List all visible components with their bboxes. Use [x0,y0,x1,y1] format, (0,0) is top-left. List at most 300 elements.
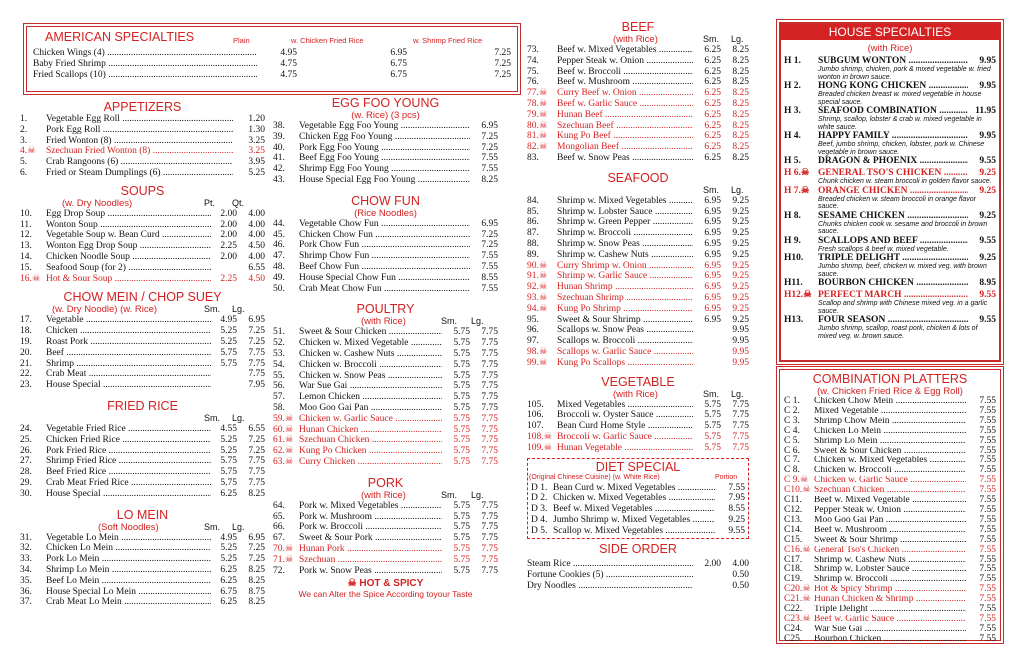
item-price: 7.55 [979,524,996,535]
beef-list [527,45,749,164]
american-title: AMERICAN SPECIALTIES [45,30,195,44]
item-price: 7.75 [481,359,498,370]
item-price: 5.75 [453,402,470,413]
menu-item [784,615,996,625]
item-number: 47. [273,251,285,262]
item-name: Chicken w. Garlic Sauce ..... [299,414,442,425]
menu-item [527,336,749,347]
item-number: 13. [20,241,32,252]
item-price: 8.25 [248,575,265,586]
item-number: 18. [20,326,32,337]
item-number: 41. [273,153,285,164]
item-name: Bourbon Chicken ..... [814,635,966,645]
item-price: 4.75 [280,70,297,80]
item-name: Shrimp ..... [46,359,211,370]
item-price: 6.95 [704,217,721,228]
item-number: H 5. [784,156,801,166]
soups-list [20,209,265,285]
house-item [784,168,996,178]
menu-item [784,417,996,427]
item-price: 8.25 [732,55,749,66]
menu-item [20,543,265,554]
menu-item [20,114,265,125]
menu-item [273,566,498,577]
item-price: 7.75 [481,456,498,467]
item-price: 8.25 [732,120,749,131]
item-price: 7.25 [481,131,498,142]
item-price: 7.25 [494,48,511,58]
item-name: Beef ..... [46,348,211,359]
item-price: 6.95 [704,292,721,303]
item-name: Szechuan Chicken ..... [814,486,966,496]
item-description: Chunk chicken w. steam broccoli in golden flavor sauce. [818,178,992,185]
menu-item [20,435,265,446]
menu-item [527,400,749,411]
item-number: 55. [273,370,285,381]
menu-item [20,554,265,565]
item-number: D 4. [531,514,548,525]
item-name: GENERAL TSO'S CHICKEN ..... [818,168,968,178]
menu-item [20,136,265,147]
item-number: 24. [20,423,32,434]
item-name: House Special ..... [46,380,211,391]
item-name: Curry Beef w. Onion ..... [557,88,693,99]
menu-item [527,153,749,164]
item-price: 5.75 [704,421,721,432]
menu-item [20,230,265,241]
item-number: 4.☠ [20,146,36,157]
item-number: D 1. [531,482,548,493]
item-price: 7.75 [248,467,265,478]
item-name: Chicken Wings (4) ..... [33,48,257,59]
house-title: HOUSE SPECIALTIES [781,24,999,40]
item-price: 5.75 [453,338,470,349]
item-price: 9.95 [979,131,996,141]
item-price: 8.25 [732,66,749,77]
item-name: Baby Fried Shrimp ..... [33,59,257,70]
item-name: Mixed Vegetable ..... [814,407,966,417]
menu-item [273,512,498,523]
menu-item [527,261,749,272]
menu-item [527,250,749,261]
item-number: 46. [273,240,285,251]
item-price: 6.95 [704,282,721,293]
item-number: C24. [784,623,803,634]
lomein-list [20,533,265,609]
beef-col-lg: Lg. [731,34,744,44]
menu-item [531,493,745,504]
menu-item [784,486,996,496]
item-name: Shrimp w. Garlic Sauce ..... [557,271,693,282]
item-price: 6.55 [248,423,265,434]
item-number: 83. [527,152,539,163]
menu-item [273,522,498,533]
menu-item [784,427,996,437]
item-number: 6. [20,167,28,178]
item-name: Pork Egg Foo Young ..... [299,143,470,154]
item-number: 21. [20,358,32,369]
menu-item [273,371,498,382]
item-price: 4.95 [280,48,297,58]
item-name: Chicken w. Broccoli ..... [299,360,442,371]
item-name: Chicken w. Cashew Nuts ..... [299,349,442,360]
item-name: Mixed Vegetables ..... [557,400,693,411]
item-number: 51. [273,327,285,338]
item-price: 9.25 [732,314,749,325]
menu-item [784,466,996,476]
item-price: 7.75 [481,554,498,565]
item-price: 9.55 [979,315,996,325]
item-name: Mongolian Beef ..... [557,142,693,153]
item-number: C17. [784,554,803,565]
item-price: 6.95 [481,218,498,229]
item-number: 91.☠ [527,271,548,282]
item-name: Shrimp Chow Fun ..... [299,251,470,262]
house-item [784,278,996,288]
house-item [784,156,996,166]
item-number: C22. [784,604,803,615]
item-number: C 8. [784,465,800,476]
item-number: C19. [784,574,803,585]
item-price: 7.75 [481,511,498,522]
item-price: 6.75 [220,586,237,597]
menu-item [527,99,749,110]
item-price: 8.25 [732,98,749,109]
item-price: 9.25 [732,217,749,228]
item-name: BOURBON CHICKEN ..... [818,278,968,288]
item-number: 95. [527,314,539,325]
item-price: 5.75 [453,392,470,403]
item-number: 45. [273,229,285,240]
item-name: Chicken w. Mixed Vegetables ..... [814,456,966,466]
friedrice-col-lg: Lg. [232,412,245,423]
item-price: 5.75 [453,359,470,370]
item-price: 6.25 [220,564,237,575]
item-price: 1.30 [248,124,265,135]
item-price: 0.50 [732,570,749,581]
menu-item [784,635,996,645]
menu-item [784,536,996,546]
item-name: FOUR SEASON ..... [818,315,968,325]
menu-item [273,132,498,143]
item-price: 6.55 [248,262,265,273]
item-price: 5.75 [453,533,470,544]
item-price: 6.95 [704,260,721,271]
item-price: 7.55 [979,455,996,466]
item-number: H13. [784,315,804,325]
item-price: 9.95 [979,81,996,91]
item-name: Bean Curd Home Style ..... [557,421,693,432]
vegetable-col-lg: Lg. [731,388,744,399]
soups-col-qt: Qt. [232,197,245,208]
item-name: Shrimp w. Mixed Vegetables ..... [557,196,693,207]
menu-item [273,360,498,371]
item-price: 5.75 [453,500,470,511]
item-price: 9.55 [979,235,996,246]
item-number: 56. [273,381,285,392]
chowmein-col-sm: Sm. [204,304,221,315]
menu-item [784,437,996,447]
item-price: 7.55 [979,495,996,506]
menu-item [527,131,749,142]
chowfun-title: CHOW FUN [351,193,420,208]
item-number: C 5. [784,435,800,446]
item-price: 7.25 [248,434,265,445]
item-price: 7.25 [481,229,498,240]
item-number: 29. [20,477,32,488]
item-number: 2. [20,124,28,135]
item-price: 4.00 [248,230,265,241]
item-description: Fresh scallops & beef w. mixed vegetable. [818,245,949,253]
item-name: Chicken Lo Mein ..... [814,427,966,437]
item-number: 44. [273,218,285,229]
item-price: 6.95 [704,303,721,314]
menu-item [527,293,749,304]
item-price: 8.55 [728,504,745,515]
menu-item [527,581,749,592]
item-name: Hot & Spicy Shrimp ..... [814,585,966,595]
hot-spicy-text: We can Alter the Spice According toyour Taste [298,589,473,600]
item-price: 4.00 [248,219,265,230]
menu-item [527,315,749,326]
menu-item [784,595,996,605]
beef-title: BEEF [621,20,655,34]
menu-item [20,157,265,168]
item-name: Shrimp w. Snow Peas ..... [557,239,693,250]
item-name: Scallops w. Snow Peas ..... [557,325,693,336]
item-price: 7.55 [481,164,498,175]
diet-special-box [527,458,749,540]
item-number: 105. [527,399,544,410]
item-name: Pork Fried Rice ..... [46,446,211,457]
poultry-col-sm: Sm. [441,316,458,327]
house-item [784,290,996,300]
item-price: 9.95 [732,346,749,357]
item-price: 7.75 [248,477,265,488]
menu-item [784,456,996,466]
item-price: 7.55 [979,534,996,545]
lomein-col-lg: Lg. [232,521,245,532]
menu-item [527,421,749,432]
item-number: 106. [527,410,544,421]
item-name: Kung Po Scallops ..... [557,358,693,369]
item-price: 1.20 [248,114,265,124]
menu-item [531,483,745,494]
item-description: Beef, jumbo shrimp, chicken, lobster, pork w. Chinese vegetable in brown sauce. [818,141,985,156]
item-price: 6.25 [220,575,237,586]
item-price: 7.55 [979,584,996,595]
american-col-chicken: w. Chicken Fried Rice [291,36,364,45]
item-name: Pork w. Mixed Vegetables ..... [299,501,442,512]
item-price: 2.00 [220,219,237,230]
menu-item [527,67,749,78]
item-number: C21.☠ [784,594,811,605]
item-price: 9.55 [728,525,745,536]
item-number: 27. [20,456,32,467]
chowmein-col-lg: Lg. [232,304,245,315]
item-price: 5.25 [220,543,237,554]
item-number: H11. [784,278,803,288]
menu-item [20,326,265,337]
item-number: 98.☠ [527,346,548,357]
item-name: Crab Meat Chow Fun ..... [299,284,470,295]
item-price: 6.25 [704,142,721,153]
soups-col-pt: Pt. [204,197,216,208]
item-number: 66. [273,522,285,533]
item-name: Bean Curd w. Mixed Vegetables ..... [553,483,715,494]
item-price: 7.75 [481,435,498,446]
menu-item [531,526,745,537]
item-price: 7.75 [248,358,265,369]
item-number: 12. [20,230,32,241]
item-price: 5.75 [220,456,237,467]
menu-item [20,576,265,587]
item-price: 7.75 [248,347,265,358]
item-price: 7.55 [979,564,996,575]
item-price: 8.25 [732,152,749,163]
house-list [781,56,999,340]
lomein-title: LO MEIN [116,507,169,522]
item-price: 7.55 [979,425,996,436]
item-number: 93.☠ [527,292,548,303]
diet-list [531,483,745,537]
item-name: Sweet & Sour Shrimp ..... [557,315,693,326]
menu-item [273,446,498,457]
item-name: Pork Egg Roll ..... [46,125,233,136]
menu-item [784,605,996,615]
house-item [784,81,996,91]
menu-item [273,501,498,512]
item-price: 9.55 [979,156,996,166]
item-number: 109.☠ [527,442,553,453]
item-name: Dry Noodles ..... [527,581,693,592]
item-number: 78.☠ [527,98,548,109]
item-price: 6.25 [704,77,721,88]
friedrice-title: FRIED RICE [107,398,178,413]
menu-item [273,240,498,251]
combo-sub: (w. Chicken Fried Rice & Egg Roll) [817,386,963,397]
item-name: Hunan Vegetable ..... [557,443,693,454]
menu-item [784,397,996,407]
item-number: 23. [20,380,32,391]
menu-item [273,414,498,425]
item-number: 90.☠ [527,260,548,271]
item-price: 9.25 [732,238,749,249]
item-price: 5.75 [220,358,237,369]
item-price: 5.75 [704,442,721,453]
item-number: 57. [273,392,285,403]
item-name: Sweet & Sour Chicken ..... [814,447,966,457]
menu-item [527,443,749,454]
item-price: 7.75 [732,421,749,432]
item-price: 8.25 [248,597,265,608]
item-price: 6.95 [704,228,721,239]
item-name: Scallops w. Broccoli ..... [557,336,693,347]
menu-item [20,125,265,136]
item-name: Shrimp w. Green Pepper ..... [557,217,693,228]
item-price: 7.55 [979,396,996,406]
item-name: Crab Meat Lo Mein ..... [46,597,211,608]
item-price: 6.25 [704,152,721,163]
item-price: 9.95 [732,336,749,347]
menu-item [20,424,265,435]
item-name: House Special Egg Foo Young ..... [299,175,470,186]
item-price: 9.25 [732,260,749,271]
item-number: 92.☠ [527,282,548,293]
menu-item [784,447,996,457]
menu-item [20,533,265,544]
item-number: 54. [273,359,285,370]
item-name: Fortune Cookies (5) ..... [527,570,693,581]
seafood-col-sm: Sm. [703,184,720,195]
item-name: Beef Lo Mein ..... [46,576,211,587]
item-price: 5.25 [220,554,237,565]
item-price: 7.75 [481,565,498,576]
chowmein-list [20,315,265,391]
menu-item [527,410,749,421]
menu-item [784,476,996,486]
menu-item [20,489,265,500]
item-price: 9.25 [732,249,749,260]
item-price: 9.25 [732,195,749,206]
item-price: 6.25 [220,488,237,499]
item-price: 9.25 [979,168,996,178]
item-price: 7.55 [979,623,996,634]
item-price: 8.25 [732,45,749,55]
item-name: Kung Po Shrimp ..... [557,304,693,315]
vegetable-col-sm: Sm. [703,388,720,399]
item-number: 39. [273,131,285,142]
item-number: H12.☠ [784,290,812,300]
item-number: 36. [20,586,32,597]
menu-item [784,546,996,556]
item-price: 5.25 [220,434,237,445]
item-name: Fried Scallops (10) ..... [33,70,257,81]
item-description: Breaded chicken w. steam broccoli in orange flavor sauce. [818,195,976,210]
item-name: PERFECT MARCH ..... [818,290,968,300]
menu-item [527,304,749,315]
eggfoo-sub: (w. Rice) (3 pcs) [351,110,420,121]
house-item [784,211,996,221]
item-number: 77.☠ [527,88,548,99]
menu-item [784,516,996,526]
item-number: 67. [273,533,285,544]
pork-list [273,501,498,577]
item-name: Hot & Sour Soup ..... [46,274,211,285]
item-name: Chicken Chow Mein ..... [814,397,966,407]
soups-title: SOUPS [120,183,165,198]
item-price: 9.25 [728,514,745,525]
hot-spicy-label: ☠ HOT & SPICY [347,578,424,590]
item-price: 7.75 [481,392,498,403]
item-price: 7.55 [481,153,498,164]
item-price: 7.75 [732,431,749,442]
item-name: Beef Fried Rice ..... [46,467,211,478]
item-price: 4.95 [220,532,237,543]
item-price: 5.75 [453,413,470,424]
item-name: War Sue Gai ..... [299,381,442,392]
item-number: 53. [273,348,285,359]
item-name: Shrimp w. Lobster Sauce ..... [814,565,966,575]
item-price: 6.75 [390,70,407,80]
item-price: 7.55 [481,251,498,262]
menu-item [527,570,749,581]
item-number: 94.☠ [527,303,548,314]
item-number: 10. [20,208,32,219]
item-number: C 9.☠ [784,475,809,486]
item-number: 64. [273,500,285,511]
item-number: 48. [273,261,285,272]
